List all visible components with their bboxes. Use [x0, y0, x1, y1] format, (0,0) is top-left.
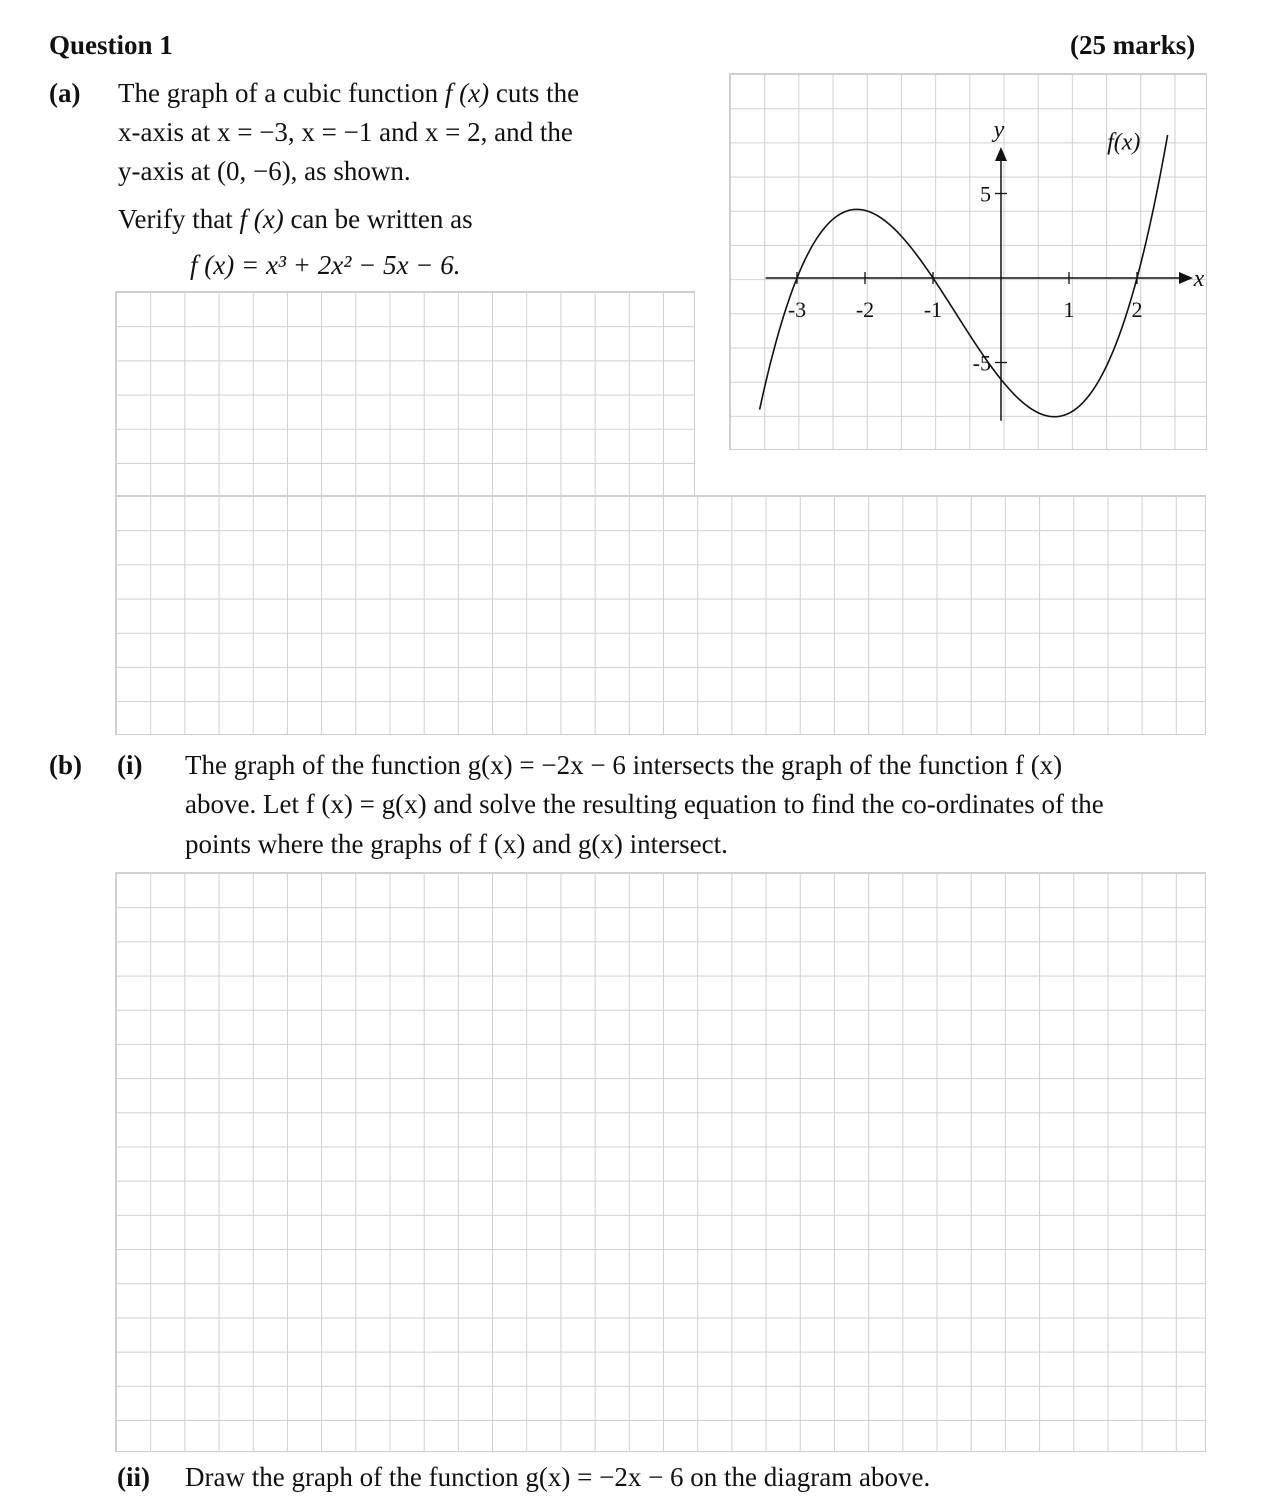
question-title: Question 1: [49, 30, 173, 60]
part-b-i-label: (i): [117, 750, 143, 780]
answer-grid-a-lower[interactable]: [115, 495, 1206, 735]
y-axis-label: y: [993, 117, 1005, 143]
x-axis-label: x: [1193, 266, 1205, 292]
y-tick-label: 5: [980, 181, 991, 207]
answer-grid-b[interactable]: [115, 872, 1206, 1452]
part-b-ii-text: Draw the graph of the function g(x) = −2x − 6 on the diagram above.: [185, 1462, 931, 1492]
x-axis-arrow: [1179, 272, 1193, 284]
verify-tail: can be written as: [290, 204, 473, 234]
cubic-graph: [729, 73, 1206, 449]
part-b-i-line-3: points where the graphs of f (x) and g(x) intersect.: [185, 829, 728, 859]
x-tick-label: -2: [855, 297, 875, 322]
part-b-i-line-1: The graph of the function g(x) = −2x − 6 intersects the graph of the function f (x): [185, 750, 1063, 780]
verify-line: [118, 200, 473, 239]
cubic-equation: f (x) = x³ + 2x² − 5x − 6.: [190, 250, 461, 280]
x-tick-label: 2: [1131, 297, 1143, 322]
part-a-line-1: [118, 74, 579, 113]
part-b-ii-label: (ii): [117, 1462, 150, 1492]
part-b-label: (b): [49, 750, 82, 780]
part-a-line-3: y-axis at (0, −6), as shown.: [118, 156, 411, 186]
part-a-line-1-text: The graph of a cubic function: [118, 78, 439, 108]
part-a-label: (a): [49, 78, 81, 108]
marks-label: (25 marks): [1070, 30, 1196, 60]
graph-labels: [788, 117, 1205, 376]
verify-text: Verify that: [118, 204, 233, 234]
y-tick-label: -5: [972, 350, 991, 376]
part-a-line-2: x-axis at x = −3, x = −1 and x = 2, and the: [118, 117, 573, 147]
part-b-i-line-2: above. Let f (x) = g(x) and solve the resulting equation to find the co-ordinates of the: [185, 789, 1104, 819]
x-tick-label: 1: [1063, 297, 1075, 322]
x-tick-label: -1: [923, 297, 943, 322]
curve-label: f(x): [1107, 129, 1141, 156]
answer-grid-a-upper[interactable]: [115, 291, 695, 498]
x-tick-label: -3: [787, 297, 807, 322]
verify-fx: f (x): [239, 204, 284, 234]
part-a-line-1-tail: cuts the: [495, 78, 580, 108]
cubic-curve: [760, 135, 1168, 417]
part-a-line-1-fx: f (x): [444, 78, 490, 108]
y-axis-arrow: [995, 147, 1007, 161]
